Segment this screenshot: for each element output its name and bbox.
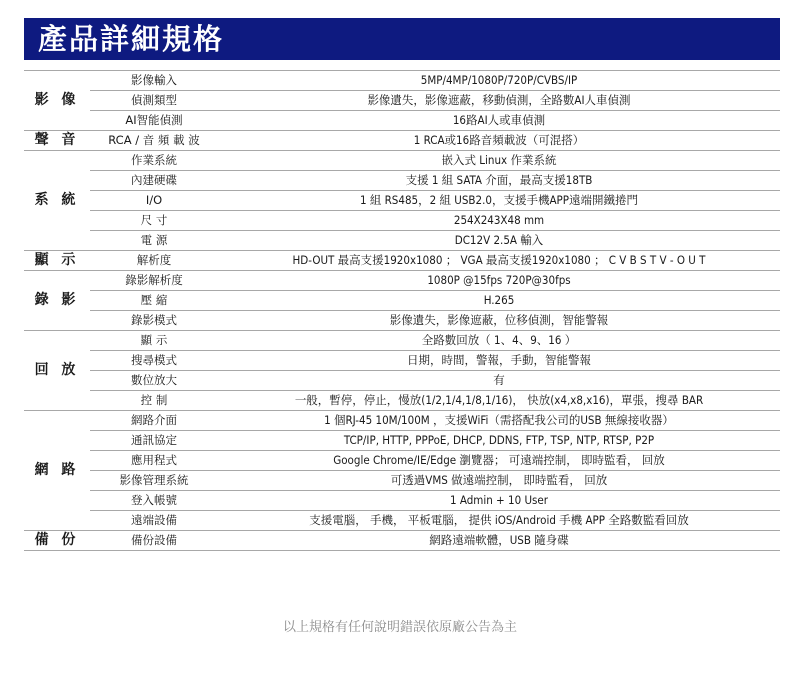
spec-row <box>24 111 780 131</box>
spec-item-value: 1 RCA或16路音頻載波（可混搭） <box>218 131 780 151</box>
spec-row <box>24 371 780 391</box>
spec-row <box>24 331 780 351</box>
category-label: 備 份 <box>24 531 90 551</box>
spec-item-label: 通訊協定 <box>90 431 218 451</box>
category-label: 顯 示 <box>24 251 90 271</box>
spec-row <box>24 431 780 451</box>
spec-item-label: I/O <box>90 191 218 211</box>
category-label: 系 統 <box>24 151 90 251</box>
spec-item-value: 1 Admin + 10 User <box>218 491 780 511</box>
spec-item-value: 一般，暫停，停止，慢放(1/2,1/4,1/8,1/16)， 快放(x4,x8,x16)，單張，搜尋 BAR <box>218 391 780 411</box>
spec-table <box>24 70 780 551</box>
spec-item-value: H.265 <box>218 291 780 311</box>
category-label: 聲 音 <box>24 131 90 151</box>
spec-item-value: 有 <box>218 371 780 391</box>
spec-row <box>24 131 780 151</box>
spec-row <box>24 451 780 471</box>
spec-item-label: 內建硬碟 <box>90 171 218 191</box>
spec-row <box>24 351 780 371</box>
spec-item-label: AI智能偵測 <box>90 111 218 131</box>
spec-row <box>24 391 780 411</box>
spec-item-value: 1 組 RS485，2 組 USB2.0，支援手機APP遠端開鐵捲門 <box>218 191 780 211</box>
spec-item-value: 影像遺失，影像遮蔽，移動偵測，全路數AI人車偵測 <box>218 91 780 111</box>
spec-item-value: HD-OUT 最高支援1920x1080 ； VGA 最高支援1920x1080 ； C V B S T V - O U T <box>218 251 780 271</box>
spec-item-label: 錄影模式 <box>90 311 218 331</box>
spec-item-label: 遠端設備 <box>90 511 218 531</box>
spec-row <box>24 491 780 511</box>
spec-item-label: 電 源 <box>90 231 218 251</box>
spec-item-value: 全路數回放（ 1、4、9、16 ） <box>218 331 780 351</box>
spec-row <box>24 211 780 231</box>
spec-item-value: DC12V 2.5A 輸入 <box>218 231 780 251</box>
spec-row <box>24 311 780 331</box>
spec-item-label: 備份設備 <box>90 531 218 551</box>
page-title: 產品詳細規格 <box>38 22 225 56</box>
spec-item-label: 作業系統 <box>90 151 218 171</box>
spec-row <box>24 511 780 531</box>
category-label: 錄 影 <box>24 271 90 331</box>
spec-item-value: 支援電腦， 手機， 平板電腦， 提供 iOS/Android 手機 APP 全路數監看回放 <box>218 511 780 531</box>
spec-row <box>24 151 780 171</box>
spec-item-value: 嵌入式 Linux 作業系統 <box>218 151 780 171</box>
spec-row <box>24 531 780 551</box>
spec-item-value: 網路遠端軟體，USB 隨身碟 <box>218 531 780 551</box>
spec-row <box>24 171 780 191</box>
spec-row <box>24 271 780 291</box>
spec-item-value: 254X243X48 mm <box>218 211 780 231</box>
spec-item-value: 可透過VMS 做遠端控制， 即時監看， 回放 <box>218 471 780 491</box>
spec-item-label: RCA / 音 頻 載 波 <box>90 131 218 151</box>
category-label: 網 路 <box>24 411 90 531</box>
spec-table-body <box>24 71 780 551</box>
spec-item-label: 影像管理系統 <box>90 471 218 491</box>
spec-item-label: 控 制 <box>90 391 218 411</box>
spec-row <box>24 411 780 431</box>
spec-row <box>24 291 780 311</box>
spec-item-label: 偵測類型 <box>90 91 218 111</box>
spec-row <box>24 191 780 211</box>
spec-item-value: 16路AI人或車偵測 <box>218 111 780 131</box>
spec-item-value: 日期，時間，警報，手動，智能警報 <box>218 351 780 371</box>
spec-item-label: 應用程式 <box>90 451 218 471</box>
spec-item-value: 支援 1 組 SATA 介面，最高支援18TB <box>218 171 780 191</box>
title-banner <box>24 18 780 60</box>
spec-item-value: 1080P @15fps 720P@30fps <box>218 271 780 291</box>
spec-item-label: 搜尋模式 <box>90 351 218 371</box>
category-label: 影 像 <box>24 71 90 131</box>
spec-row <box>24 231 780 251</box>
spec-item-value: Google Chrome/IE/Edge 瀏覽器； 可遠端控制， 即時監看， 回放 <box>218 451 780 471</box>
category-label: 回 放 <box>24 331 90 411</box>
spec-item-value: 1 個RJ-45 10M/100M ，支援WiFi（需搭配我公司的USB 無線接收器） <box>218 411 780 431</box>
spec-row <box>24 91 780 111</box>
spec-item-value: TCP/IP, HTTP, PPPoE, DHCP, DDNS, FTP, TSP, NTP, RTSP, P2P <box>218 431 780 451</box>
spec-row <box>24 471 780 491</box>
spec-item-value: 影像遺失，影像遮蔽，位移偵測，智能警報 <box>218 311 780 331</box>
spec-item-label: 數位放大 <box>90 371 218 391</box>
spec-item-value: 5MP/4MP/1080P/720P/CVBS/IP <box>218 71 780 91</box>
spec-item-label: 解析度 <box>90 251 218 271</box>
spec-item-label: 錄影解析度 <box>90 271 218 291</box>
footer-note: 以上規格有任何說明錯誤依原廠公告為主 <box>282 620 517 635</box>
spec-item-label: 登入帳號 <box>90 491 218 511</box>
spec-item-label: 影像輸入 <box>90 71 218 91</box>
spec-item-label: 尺 寸 <box>90 211 218 231</box>
spec-item-label: 顯 示 <box>90 331 218 351</box>
spec-row <box>24 71 780 91</box>
spec-row <box>24 251 780 271</box>
spec-item-label: 網路介面 <box>90 411 218 431</box>
spec-item-label: 壓 縮 <box>90 291 218 311</box>
